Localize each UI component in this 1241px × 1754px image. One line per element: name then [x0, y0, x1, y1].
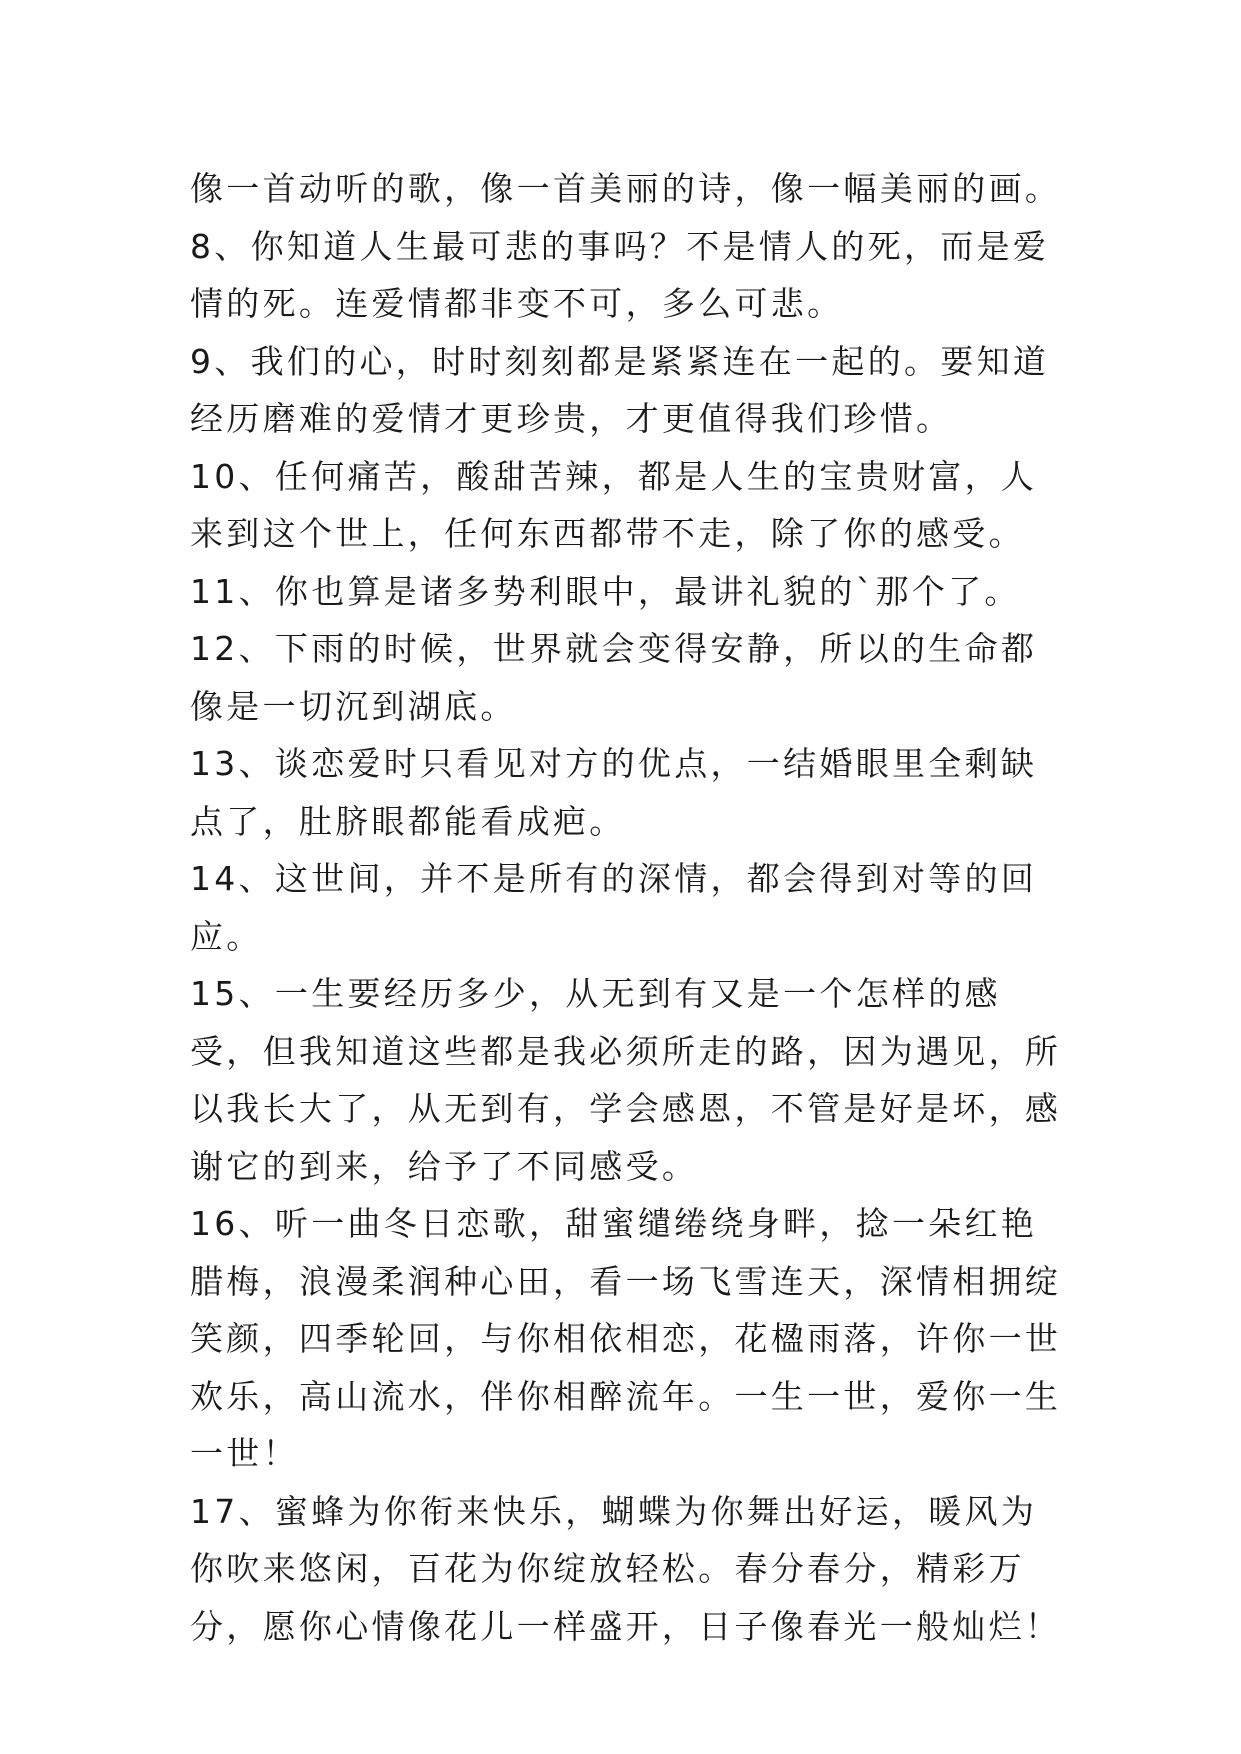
paragraph: 13、谈恋爱时只看见对方的优点，一结婚眼里全剩缺点了，肚脐眼都能看成疤。	[190, 744, 1038, 841]
paragraph: 16、听一曲冬日恋歌，甜蜜缱绻绕身畔，捻一朵红艳腊梅，浪漫柔润种心田，看一场飞雪连天，深情相拥绽笑颜，四季轮回，与你相依相恋，花楹雨落，许你一世欢乐，高山流水，伴你相醉流年。一生一世，爱你一生一世！	[190, 1204, 1062, 1473]
paragraph: 9、我们的心，时时刻刻都是紧紧连在一起的。要知道经历磨难的爱情才更珍贵，才更值得我们珍惜。	[190, 341, 1050, 438]
paragraph: 8、你知道人生最可悲的事吗？不是情人的死，而是爱情的死。连爱情都非变不可，多么可悲。	[190, 226, 1050, 323]
paragraph: 像一首动听的歌，像一首美丽的诗，像一幅美丽的画。	[190, 169, 1062, 208]
paragraph: 11、你也算是诸多势利眼中，最讲礼貌的`那个了。	[190, 571, 1021, 611]
paragraph: 10、任何痛苦，酸甜苦辣，都是人生的宝贵财富，人来到这个世上，任何东西都带不走，除了你的感受。	[190, 456, 1038, 553]
document-body	[190, 160, 1070, 1655]
paragraph: 17、蜜蜂为你衔来快乐，蝴蝶为你舞出好运，暖风为你吹来悠闲，百花为你绽放轻松。春分春分，精彩万分，愿你心情像花儿一样盛开，日子像春光一般灿烂！	[190, 1491, 1062, 1646]
paragraph: 15、一生要经历多少，从无到有又是一个怎样的感受，但我知道这些都是我必须所走的路，因为遇见，所以我长大了，从无到有，学会感恩，不管是好是坏，感谢它的到来，给予了不同感受。	[190, 974, 1062, 1186]
paragraph: 12、下雨的时候，世界就会变得安静，所以的生命都像是一切沉到湖底。	[190, 629, 1038, 726]
paragraph: 14、这世间，并不是所有的深情，都会得到对等的回应。	[190, 859, 1038, 956]
